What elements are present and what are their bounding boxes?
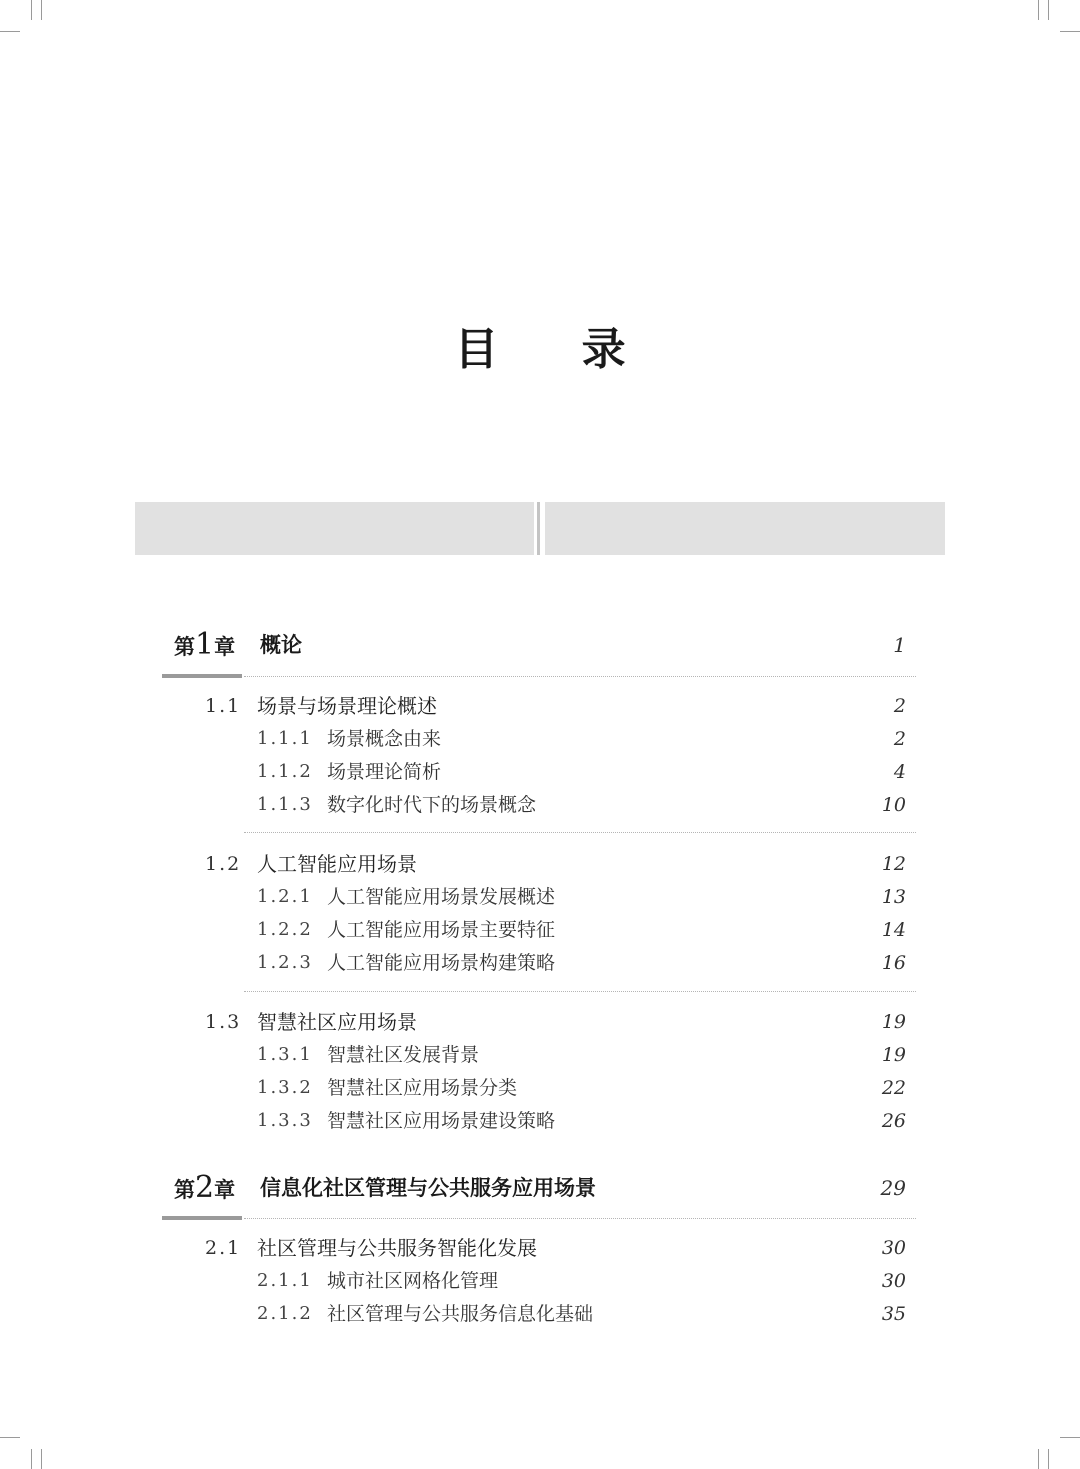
toc-subsection-1-1-1[interactable] (0, 724, 1080, 754)
toc-subsection-1-3-2[interactable] (0, 1073, 1080, 1103)
page-number: 10 (881, 794, 906, 816)
subsection-title: 社区管理与公共服务信息化基础 (327, 1303, 594, 1325)
toc-subsection-2-1-2[interactable] (0, 1299, 1080, 1329)
toc-chapter-1[interactable] (0, 627, 1080, 662)
crop-mark-top-right-vertical (1038, 0, 1039, 20)
subsection-number: 1.3.1 (257, 1044, 313, 1065)
chapter-title: 概论 (260, 632, 302, 657)
chapter-number: 第2章 (174, 1170, 236, 1205)
page-number: 13 (881, 886, 906, 908)
chapter-underline (162, 674, 242, 678)
toc-section-1-3[interactable] (0, 1007, 1080, 1037)
subsection-number: 1.2.3 (257, 952, 313, 973)
page-number: 19 (881, 1011, 906, 1033)
page-number: 12 (881, 853, 906, 875)
crop-mark-bottom-left-horizontal (0, 1437, 20, 1438)
dotted-divider (244, 1218, 916, 1219)
toc-section-1-2[interactable] (0, 849, 1080, 879)
page-number: 26 (881, 1110, 906, 1132)
dotted-divider (244, 676, 916, 677)
dotted-divider (244, 832, 916, 833)
subsection-number: 1.3.3 (257, 1110, 313, 1131)
crop-mark-bottom-right-vertical (1038, 1449, 1039, 1469)
subsection-title: 场景理论简析 (327, 761, 442, 783)
subsection-title: 智慧社区应用场景建设策略 (327, 1110, 556, 1132)
page-number: 4 (893, 761, 906, 783)
toc-subsection-1-3-1[interactable] (0, 1040, 1080, 1070)
section-number: 1.2 (205, 853, 242, 875)
subsection-number: 1.3.2 (257, 1077, 313, 1098)
decorative-band-left (135, 502, 534, 555)
subsection-number: 1.1.2 (257, 761, 313, 782)
section-number: 2.1 (205, 1237, 242, 1259)
crop-mark-top-right-horizontal (1060, 31, 1080, 32)
toc-subsection-2-1-1[interactable] (0, 1266, 1080, 1296)
decorative-band-separator (537, 502, 540, 555)
subsection-title: 智慧社区应用场景分类 (327, 1077, 518, 1099)
crop-mark-top-left-vertical-outer (41, 0, 42, 20)
crop-mark-top-left-vertical (31, 0, 32, 20)
page-number: 1 (893, 633, 906, 657)
subsection-title: 人工智能应用场景发展概述 (327, 886, 556, 908)
page-number: 16 (881, 952, 906, 974)
crop-mark-bottom-right-horizontal (1060, 1437, 1080, 1438)
chapter-number: 第1章 (174, 627, 236, 662)
toc-section-2-1[interactable] (0, 1233, 1080, 1263)
page-number: 22 (881, 1077, 906, 1099)
toc-subsection-1-2-3[interactable] (0, 948, 1080, 978)
subsection-number: 1.2.2 (257, 919, 313, 940)
subsection-title: 智慧社区发展背景 (327, 1044, 480, 1066)
toc-chapter-2[interactable] (0, 1170, 1080, 1205)
section-title: 智慧社区应用场景 (257, 1010, 417, 1034)
page-number: 35 (881, 1303, 906, 1325)
crop-mark-top-left-horizontal (0, 31, 20, 32)
section-title: 社区管理与公共服务智能化发展 (257, 1236, 537, 1260)
toc-subsection-1-2-2[interactable] (0, 915, 1080, 945)
toc-subsection-1-2-1[interactable] (0, 882, 1080, 912)
page-number: 30 (881, 1237, 906, 1259)
section-number: 1.1 (205, 695, 242, 717)
subsection-title: 场景概念由来 (327, 728, 442, 750)
crop-mark-top-right-vertical-outer (1048, 0, 1049, 20)
subsection-title: 数字化时代下的场景概念 (327, 794, 537, 816)
section-title: 人工智能应用场景 (257, 852, 417, 876)
chapter-underline (162, 1216, 242, 1220)
dotted-divider (244, 991, 916, 992)
section-number: 1.3 (205, 1011, 242, 1033)
section-title: 场景与场景理论概述 (257, 694, 437, 718)
page-number: 29 (880, 1176, 906, 1200)
decorative-band-right (545, 502, 945, 555)
subsection-title: 城市社区网格化管理 (327, 1270, 499, 1292)
page-number: 14 (881, 919, 906, 941)
page-number: 2 (893, 695, 906, 717)
subsection-number: 2.1.2 (257, 1303, 313, 1324)
crop-mark-bottom-left-vertical-outer (41, 1449, 42, 1469)
toc-section-1-1[interactable] (0, 691, 1080, 721)
page-number: 30 (881, 1270, 906, 1292)
chapter-title: 信息化社区管理与公共服务应用场景 (260, 1175, 596, 1200)
page-number: 19 (881, 1044, 906, 1066)
subsection-title: 人工智能应用场景构建策略 (327, 952, 556, 974)
page-title: 目 录 (454, 324, 660, 375)
subsection-number: 2.1.1 (257, 1270, 313, 1291)
toc-subsection-1-3-3[interactable] (0, 1106, 1080, 1136)
crop-mark-bottom-right-vertical-outer (1048, 1449, 1049, 1469)
subsection-number: 1.1.1 (257, 728, 313, 749)
subsection-number: 1.2.1 (257, 886, 313, 907)
page-number: 2 (893, 728, 906, 750)
subsection-title: 人工智能应用场景主要特征 (327, 919, 556, 941)
toc-subsection-1-1-2[interactable] (0, 757, 1080, 787)
crop-mark-bottom-left-vertical (31, 1449, 32, 1469)
subsection-number: 1.1.3 (257, 794, 313, 815)
toc-subsection-1-1-3[interactable] (0, 790, 1080, 820)
